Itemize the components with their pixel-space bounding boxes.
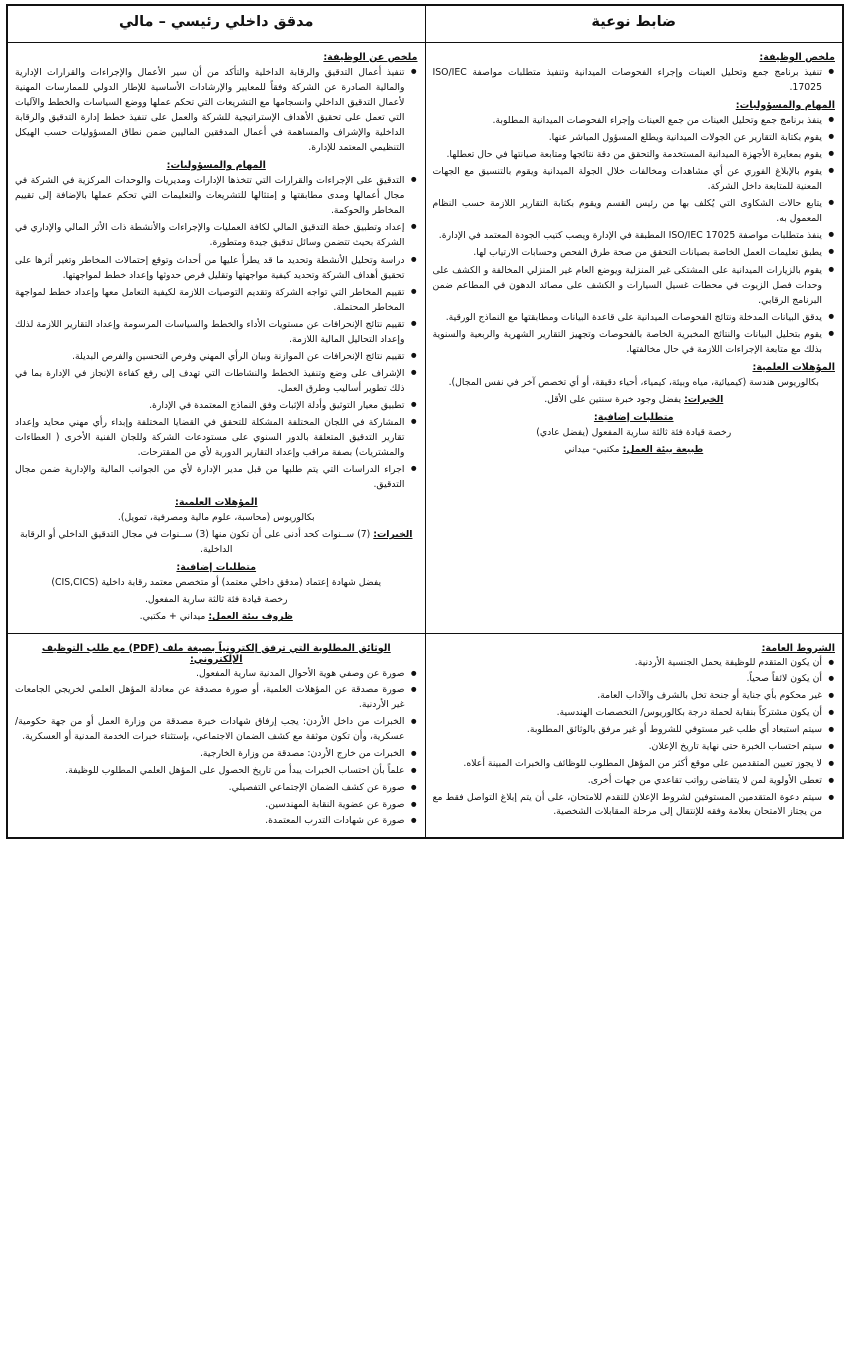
ca-additional-heading: متطلبات إضافية: <box>176 562 257 574</box>
list-item: ● تعطى الأولوية لمن لا يتقاضى رواتب تقاعدي من جهات أخرى. <box>433 774 836 789</box>
ca-experience-text: (7) ســنوات كحد أدنى على أن تكون منها (3) ســنوات في مجال التدقيق الداخلي أو الرقابة الداخلية. <box>20 529 371 556</box>
list-item: ● أن يكون مشتركاً بنقابة لحملة درجة بكالوريوس/ التخصصات الهندسية. <box>433 706 836 721</box>
list-item: ● تقييم نتائج الإنحرافات عن مستويات الأداء والخطط والسياسات المرسومة وإعداد التقارير اللازمة لذلك وإعداد التحاليل المالية اللازمة. <box>15 317 418 347</box>
list-item: ● صورة عن وصفي هوية الأحوال المدنية سارية المفعول. <box>15 667 418 682</box>
ca-qualifications-heading-wrap <box>15 497 418 508</box>
auditor-details <box>7 43 425 634</box>
list-item: ● غير محكوم بأي جناية أو جنحة تخل بالشرف والآداب العامة. <box>433 689 836 704</box>
list-item: ● اجراء الدراسات التي يتم طلبها من قبل مدير الإدارة لأي من الجوانب المالية والإدارية ضمن مجال التدقيق. <box>15 462 418 492</box>
general-conditions-heading: الشروط العامة: <box>761 642 835 654</box>
ca-work-env-line <box>15 609 418 624</box>
list-item: ● صورة عن شهادات التدرب المعتمدة. <box>15 814 418 829</box>
list-item: ● صورة عن كشف الضمان الإجتماعي التفصيلي. <box>15 781 418 796</box>
list-item: ● دراسة وتحليل الأنشطة وتحديد ما قد يطرأ عليها من أحداث وتوقع إحتمالات المخاطر وتغير أثرها على تحقيق أهداف الشركة وتحديد كيفية مواجهتها وتقليل فرص حدوثها وإعداد خطط لمواجهتها. <box>15 253 418 283</box>
auditor-title-cell <box>7 5 425 43</box>
list-item: ● تقييم المخاطر التي تواجه الشركة وتقديم التوصيات اللازمة لكيفية التعامل معها وإعداد خطط لمواجهة المخاطر المحتملة. <box>15 285 418 315</box>
quality-officer-details <box>425 43 843 634</box>
list-item: ● صورة عن عضوية النقابة المهندسين. <box>15 798 418 813</box>
ca-qualifications-text: بكالوريوس (محاسبة، علوم مالية ومصرفية، تمويل). <box>117 512 315 524</box>
job-title-chief-internal-auditor: مدقق داخلي رئيسي – مالي <box>119 14 314 30</box>
job-title-quality-officer: ضابط نوعية <box>591 14 677 30</box>
required-documents-heading: الوثائق المطلوبة التي ترفق إلكترونياً بصيغة ملف (PDF) مع طلب التوظيف الإلكتروني: <box>41 642 391 665</box>
list-item: ● يطبق تعليمات العمل الخاصة بصيانات التحقق من صحة طرق الفحص وحسابات الارتياب لها. <box>433 245 836 260</box>
ca-duties-heading-wrap <box>15 160 418 171</box>
qo-summary-list <box>433 65 836 95</box>
list-item: ● يقوم بمعايرة الأجهزة الميدانية المستخدمة والتحقق من دقة نتائجها ومتابعة صيانتها في حال تعطلها. <box>433 147 836 162</box>
required-documents-cell <box>7 633 425 838</box>
list-item: ● يقوم بالإبلاغ الفوري عن أي مشاهدات ومخالفات خلال الجولة الميدانية ويقوم بالتنسيق مع الجهات المعنية للمتابعة داخل الشركة. <box>433 164 836 194</box>
ca-work-env-label: ظروف بيئة العمل: <box>208 611 293 623</box>
list-item: ● سيتم احتساب الخبرة حتى نهاية تاريخ الإعلان. <box>433 740 836 755</box>
qo-duties-heading: المهام والمسؤوليات: <box>735 100 835 112</box>
general-conditions-cell <box>425 633 843 838</box>
ca-experience-label: الخبرات: <box>373 529 413 541</box>
ca-additional-text-1: يفضل شهادة إعتماد (مدقق داخلي معتمد) أو متخصص معتمد رقابة داخلية (CIS,CICS) <box>51 577 382 589</box>
ca-summary-list <box>15 65 418 155</box>
ca-summary-heading: ملخص عن الوظيفة: <box>323 52 418 63</box>
qo-sections <box>433 52 836 457</box>
list-item: ● تنفيذ أعمال التدقيق والرقابة الداخلية والتأكد من أن سير الأعمال والإجراءات والقرارات الإدارية والمالية الصادرة عن الشركة وفقاً للمعايير والإرشادات الأساسية للإطار الدولي للممارسات المهنية لأعمال التدقيق الداخلي وانسجامها مع التشريعات التي تحكم عملها ووضع السياسات والخطط والآليات التي تعمل على تحقيق الأهداف الإستراتيجية للشركة والعمل على تنفيذ خطط إدارة التدقيق والرقابة الداخلية والإشراف والمساهمة في أعمال المدققين الماليين ضمن نطاق المسؤوليات حسب الهيكل التنظيمي المعتمد للإدارة. <box>15 65 418 155</box>
list-item: ● يدقق البيانات المدخلة ونتائج الفحوصات الميدانية على قاعدة البيانات ومطابقتها مع النماذج الورقية. <box>433 310 836 325</box>
list-item: ● علماً بأن احتساب الخبرات يبدأ من تاريخ الحصول على المؤهل العلمي المطلوب للوظيفة. <box>15 764 418 779</box>
required-documents-list <box>15 667 418 830</box>
list-item: ● أن يكون المتقدم للوظيفة يحمل الجنسية الأردنية. <box>433 656 836 671</box>
title-row <box>7 5 843 43</box>
ca-sections <box>15 52 418 625</box>
details-row <box>7 43 843 634</box>
qo-experience-label: الخبرات: <box>684 393 724 405</box>
list-item: ● لا يجوز تعيين المتقدمين على موقع أكثر من المؤهل المطلوب للوظائف والخبرات المبينة أعلاه. <box>433 757 836 772</box>
list-item: ● سيتم استبعاد أي طلب غير مستوفي للشروط أو غير مرفق بالوثائق المطلوبة. <box>433 723 836 738</box>
list-item: ● يتابع حالات الشكاوى التي يُكلف بها من رئيس القسم ويقوم بكتابة التقارير اللازمة حسب النظام المعمول به. <box>433 196 836 226</box>
list-item: ● الخبرات من داخل الأردن: يجب إرفاق شهادات خبرة مصدقة من وزارة العمل أو من جهة حكومية/عسكرية، وأن تكون موثقة مع كشف الضمان الاجتماعي، بإستثناء خبرات الخدمة المدنية أو العسكرية. <box>15 715 418 745</box>
bottom-row <box>7 633 843 838</box>
qo-additional-heading: متطلبات إضافية: <box>593 411 674 423</box>
list-item: ● أن يكون لائقاً صحياً. <box>433 672 836 687</box>
qo-experience-text: يفضل وجود خبرة سنتين على الأقل. <box>544 393 682 405</box>
qo-summary-heading: ملخص الوظيفة: <box>759 52 835 63</box>
list-item: ● صورة مصدقة عن المؤهلات العلمية، أو صورة مصدقة عن معادلة المؤهل العلمي لخريجي الجامعات غير الأردنية. <box>15 683 418 713</box>
list-item: ● تنفيذ برنامج جمع وتحليل العينات وإجراء الفحوصات الميدانية وتنفيذ متطلبات مواصفة ISO/IEC 17025. <box>433 65 836 95</box>
list-item: ● ينفذ برنامج جمع وتحليل العينات من جمع العينات وإجراء الفحوصات الميدانية المطلوبة. <box>433 113 836 128</box>
qo-qualifications-text: بكالوريوس هندسة (كيميائية، مياه وبيئة، كيمياء، أحياء دقيقة، أو أي تخصص آخر في نفس المجال). <box>448 376 819 388</box>
qo-work-env-text: مكتبي- ميداني <box>564 443 620 455</box>
ca-qualifications-heading: المؤهلات العلمية: <box>175 497 258 509</box>
job-announcement-table <box>6 4 844 839</box>
list-item: ● تقييم نتائج الإنحرافات عن الموازنة وبيان الرأي المهني وفرص التحسين والفرص البديلة. <box>15 349 418 364</box>
qo-experience-line <box>433 392 836 407</box>
ca-work-env-text: ميداني + مكتبي. <box>139 611 206 623</box>
list-item: ● يقوم بكتابة التقارير عن الجولات الميدانية ويطلع المسؤول المباشر عنها. <box>433 130 836 145</box>
list-item: ● الخبرات من خارج الأردن: مصدقة من وزارة الخارجية. <box>15 747 418 762</box>
ca-duties-heading: المهام والمسؤوليات: <box>166 160 266 172</box>
ca-additional-text-2: رخصة قيادة فئة ثالثة سارية المفعول. <box>144 594 288 606</box>
ca-experience-line <box>15 527 418 557</box>
list-item: ● إعداد وتطبيق خطة التدقيق المالي لكافة العمليات والإجراءات والأنشطة ذات الأثر المالي والإداري في الشركة بحيث تتضمن وسائل تدقيق جيدة ومتطورة. <box>15 220 418 250</box>
list-item: ● سيتم دعوة المتقدمين المستوفين لشروط الإعلان للتقدم للامتحان، على أن يتم إبلاغ التواصل فقط مع من يجتاز الامتحان بعلامة وفقه للإنتقال إلى مرحلة المقابلات الشخصية. <box>433 791 836 821</box>
qo-duties-list <box>433 113 836 357</box>
ca-additional-heading-wrap <box>15 562 418 573</box>
list-item: ● الإشراف على وضع وتنفيذ الخطط والنشاطات التي تهدف إلى رفع كفاءة الإنجاز في الإدارة بما في ذلك تطوير أساليب وطرق العمل. <box>15 366 418 396</box>
list-item: ● التدقيق على الإجراءات والقرارات التي تتخذها الإدارات ومديريات والوحدات المركزية في الشركة في مجال أعمالها ومدى مطابقتها و إمتثالها للتشريعات والتعليمات التي تحكم عملها بالإضافة إلى تقييم المخاطر والحوكمة. <box>15 173 418 218</box>
qo-qualifications-heading: المؤهلات العلمية: <box>752 361 835 373</box>
qo-work-env-label: طبيعة بيئة العمل: <box>622 443 704 455</box>
qo-additional-text: رخصة قيادة فئة ثالثة سارية المفعول (يفضل عادي) <box>536 426 732 438</box>
general-conditions-list <box>433 656 836 821</box>
qo-work-env-line <box>433 442 836 457</box>
list-item: ● المشاركة في اللجان المختلفة المشكلة للتحقق في القضايا المختلفة وإبداء رأي مهني محايد وإعداد تقارير التدقيق المتعلقة بالدور السنوي على مستودعات الشركة وللجان الفنية الأخرى ( العطاءات والمشتريات) بصفة مراقب وإعداد التقارير الدورية لأي من المقترحات. <box>15 415 418 460</box>
list-item: ● يقوم بالزيارات الميدانية على المشتكى غير المنزلية ويوضع العام غير المنزلي المخالفة و الكشف على وحدات فصل الزيوت في محطات غسيل السيارات و الكشف على مصائد الدهون في المطاعم ضمن البرنامج الرقابي. <box>433 263 836 308</box>
required-documents-heading-wrap <box>15 643 418 665</box>
ca-duties-list <box>15 173 418 492</box>
quality-officer-title-cell <box>425 5 843 43</box>
qo-additional-heading-wrap <box>433 412 836 423</box>
list-item: ● تطبيق معيار التوثيق وأدلة الإثبات وفق النماذج المعتمدة في الإدارة. <box>15 398 418 413</box>
list-item: ● يقوم بتحليل البيانات والنتائج المخبرية الخاصة بالفحوصات وتجهيز التقارير الشهرية والربعية والسنوية بذلك مع متابعة الإجراءات اللازمة في حال مخالفتها. <box>433 327 836 357</box>
list-item: ● ينفذ متطلبات مواصفة ISO/IEC 17025 المطبقة في الإدارة ويصب كتيب الجودة المعتمد في الإدارة. <box>433 228 836 243</box>
